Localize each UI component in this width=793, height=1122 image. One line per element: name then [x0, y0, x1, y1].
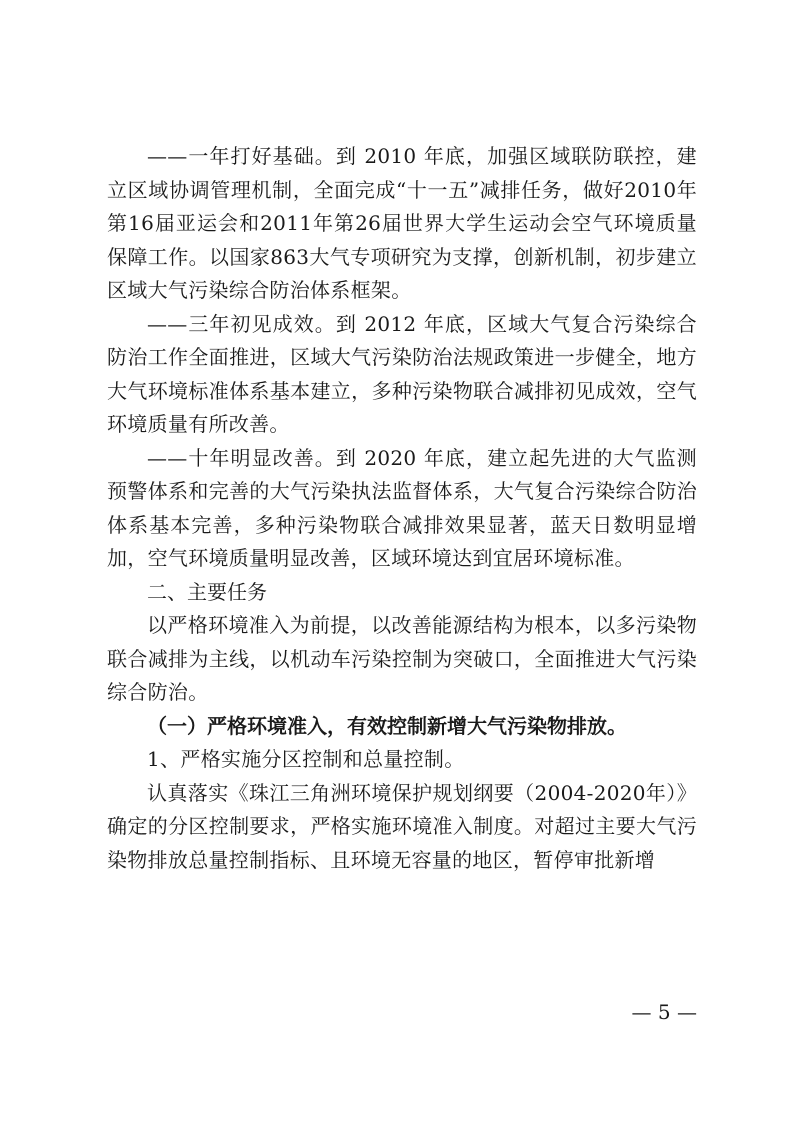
item-paragraph: 认真落实《珠江三角洲环境保护规划纲要（2004-2020年）》确定的分区控制要求，严格实施环境准入制度。对超过主要大气污染物排放总量控制指标、且环境无容量的地区，暂停审批新增	[107, 780, 697, 872]
item-heading: 1、严格实施分区控制和总量控制。	[147, 747, 465, 771]
document-body	[107, 140, 697, 877]
section-intro-paragraph: 以严格环境准入为前提，以改善能源结构为根本，以多污染物联合减排为主线，以机动车污染控制为突破口，全面推进大气污染综合防治。	[107, 613, 697, 704]
page-number: — 5 —	[631, 1000, 697, 1024]
section-heading: 二、主要任务	[147, 579, 267, 604]
paragraph-goal-ten-years: ——十年明显改善。到 2020 年底，建立起先进的大气监测预警体系和完善的大气污染执法监督体系，大气复合污染综合防治体系基本完善，多种污染物联合减排效果显著，蓝天日数明显增加，空气环境质量明显改善，区域环境达到宜居环境标准。	[107, 445, 697, 570]
subsection-heading: （一）严格环境准入，有效控制新增大气污染物排放。	[147, 713, 627, 738]
paragraph-goal-one-year: ——一年打好基础。到 2010 年底，加强区域联防联控，建立区域协调管理机制，全面完成“十一五”减排任务，做好2010年第16届亚运会和2011年第26届世界大学生运动会空气环境质量保障工作。以国家863大气专项研究为支撑，创新机制，初步建立区域大气污染综合防治体系框架。	[107, 144, 697, 302]
paragraph-goal-three-years: ——三年初见成效。到 2012 年底，区域大气复合污染综合防治工作全面推进，区域大气污染防治法规政策进一步健全，地方大气环境标准体系基本建立，多种污染物联合减排初见成效，空气环境质量有所改善。	[107, 311, 697, 436]
